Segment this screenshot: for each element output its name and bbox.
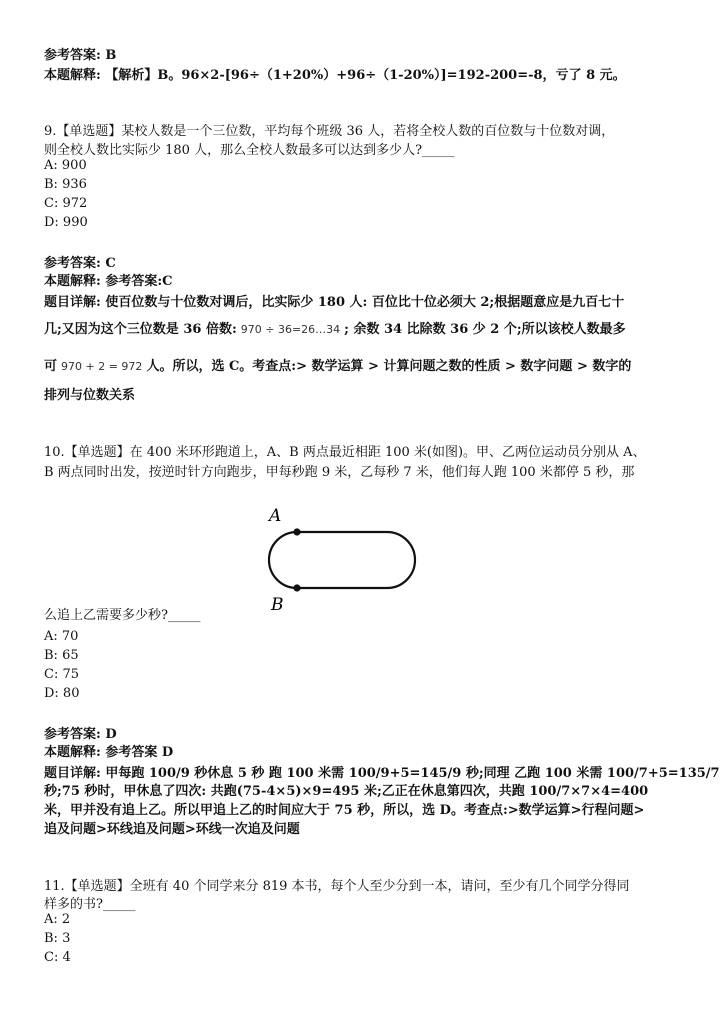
q9-detail-line2 [44,318,626,337]
q10-stem-line3: 么追上乙需要多少秒?_____ [44,608,201,623]
q9-stem-line2: 则全校人数比实际少 180 人，那么全校人数最多可以达到多少人?_____ [44,143,455,158]
q9-detail-line2-text-a: 几;又因为这个三位数是 36 倍数: [44,322,237,337]
q9-option-b: B: 936 [44,177,87,192]
q10-stem-line1: 10.【单选题】在 400 米环形跑道上，A、B 两点最近相距 100 米(如图)。甲、乙两位运动员分别从 A、 [44,445,646,460]
point-b-dot [293,584,300,591]
q9-detail-line3 [44,355,631,374]
q9-option-c: C: 972 [44,196,88,211]
q9-detail-line3-text-a: 可 [44,359,58,374]
prev-explanation: 本题解释: 【解析】B。96×2-[96÷（1+20%）+96÷（1-20%）]=192-200=-8，亏了 8 元。 [44,68,626,83]
q10-detail-line2: 秒;75 秒时，甲休息了四次: 共跑(75-4×5)×9=495 米;乙正在休息第四次，共跑 100/7×7×4=400 [44,784,649,799]
q10-option-a: A: 70 [44,629,79,644]
point-a-dot [293,528,300,535]
q11-option-c: C: 4 [44,950,71,965]
point-a-label: A [269,506,282,526]
q9-option-a: A: 900 [44,158,87,173]
q10-option-b: B: 65 [44,648,79,663]
q11-stem-line1: 11.【单选题】全班有 40 个同学来分 819 本书，每个人至少分到一本，请问，至少有几个同学分得同 [44,879,630,894]
track-loop [269,532,415,588]
q11-option-a: A: 2 [44,912,71,927]
q9-math-sum: 970 + 2 = 972 [61,360,143,373]
q10-explanation-head: 本题解释: 参考答案 D [44,745,174,760]
q9-option-d: D: 990 [44,215,88,230]
q9-detail-line3-text-b: 人。所以，选 C。考查点:> 数学运算 > 计算问题之数的性质 > 数字问题 > 数字的 [146,359,632,374]
q10-detail-line3: 米，甲并没有追上乙。所以甲追上乙的时间应大于 75 秒，所以，选 D。考查点:>数学运算>行程问题> [44,803,645,818]
q10-detail-line4: 追及问题>环线追及问题>环线一次追及问题 [44,822,300,837]
q10-detail-line1: 题目详解: 甲每跑 100/9 秒休息 5 秒 跑 100 米需 100/9+5=145/9 秒;同理 乙跑 100 米需 100/7+5=135/7 [44,766,720,781]
q10-stem-line2: B 两点同时出发，按逆时针方向跑步，甲每秒跑 9 米，乙每秒 7 米，他们每人跑 100 米都停 5 秒，那 [44,465,635,480]
q9-detail-line4: 排列与位数关系 [44,388,136,403]
q11-option-b: B: 3 [44,931,71,946]
q10-option-d: D: 80 [44,686,80,701]
q9-detail-line2-text-b: ; 余数 34 比除数 36 少 2 个;所以该校人数最多 [344,322,626,337]
q10-option-c: C: 75 [44,667,80,682]
prev-answer: 参考答案: B [44,48,117,63]
q9-stem-line1: 9.【单选题】某校人数是一个三位数，平均每个班级 36 人，若将全校人数的百位数与十位数对调， [44,124,615,139]
track-diagram [262,502,432,614]
q9-answer: 参考答案: C [44,256,116,271]
point-b-label: B [271,595,284,614]
q11-stem-line2: 样多的书?_____ [44,897,136,912]
q9-explanation-head: 本题解释: 参考答案:C [44,274,173,289]
q9-detail-line1: 题目详解: 使百位数与十位数对调后，比实际少 180 人: 百位比十位必须大 2;根据题意应是九百七十 [44,295,625,310]
q9-math-division: 970 ÷ 36=26…34 [240,323,341,336]
q10-answer: 参考答案: D [44,727,117,742]
